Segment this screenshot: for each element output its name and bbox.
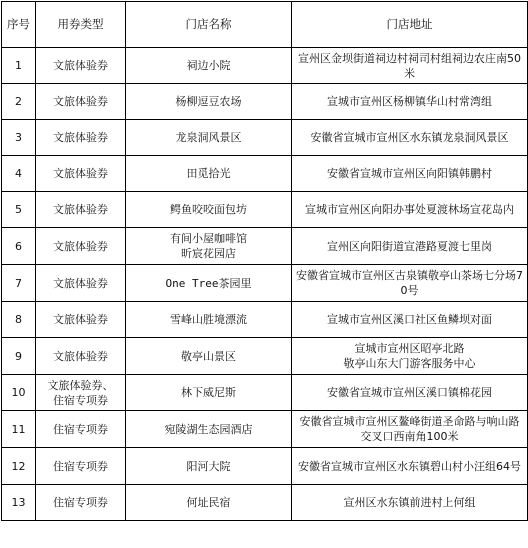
row-index: 13	[2, 485, 36, 521]
row-store-name: One Tree茶园里	[126, 265, 292, 302]
table-row	[2, 84, 528, 120]
row-type: 文旅体验券	[36, 192, 126, 228]
table-row	[2, 338, 528, 375]
header-row	[2, 2, 528, 48]
row-index: 3	[2, 120, 36, 156]
header-name: 门店名称	[126, 2, 292, 48]
row-store-name: 雪峰山胜境漂流	[126, 302, 292, 338]
row-store-name: 敬亭山景区	[126, 338, 292, 375]
row-type: 文旅体验券	[36, 302, 126, 338]
table-body	[2, 48, 528, 521]
row-address: 宣州区金坝街道祠边村祠司村组祠边农庄南50米	[292, 48, 528, 84]
row-address: 安徽省宣城市宣州区古泉镇敬亭山茶场七分场70号	[292, 265, 528, 302]
row-type: 住宿专项券	[36, 448, 126, 485]
row-store-name: 阳河大院	[126, 448, 292, 485]
row-index: 12	[2, 448, 36, 485]
table-row	[2, 48, 528, 84]
row-store-name: 林下威尼斯	[126, 375, 292, 411]
row-store-name: 何址民宿	[126, 485, 292, 521]
row-address: 宣州区水东镇前进村上何组	[292, 485, 528, 521]
row-store-name: 鳄鱼咬咬面包坊	[126, 192, 292, 228]
row-index: 1	[2, 48, 36, 84]
row-address: 安徽省宣城市宣州区溪口镇棉花园	[292, 375, 528, 411]
table-row	[2, 411, 528, 448]
row-address: 安徽省宣城市宣州区水东镇龙泉洞风景区	[292, 120, 528, 156]
table-row	[2, 120, 528, 156]
row-index: 5	[2, 192, 36, 228]
row-type: 文旅体验券	[36, 48, 126, 84]
row-type: 文旅体验券	[36, 265, 126, 302]
table-row	[2, 192, 528, 228]
row-address: 安徽省宣城市宣州区水东镇碧山村小汪组64号	[292, 448, 528, 485]
header-type: 用券类型	[36, 2, 126, 48]
table-row	[2, 375, 528, 411]
row-type: 文旅体验券	[36, 156, 126, 192]
row-address: 安徽省宣城市宣州区向阳镇韩鹏村	[292, 156, 528, 192]
row-store-name: 田觅拾光	[126, 156, 292, 192]
row-address: 宣城市宣州区昭亭北路 敬亭山东大门游客服务中心	[292, 338, 528, 375]
row-type: 文旅体验券	[36, 84, 126, 120]
row-index: 9	[2, 338, 36, 375]
row-index: 4	[2, 156, 36, 192]
row-store-name: 祠边小院	[126, 48, 292, 84]
table-row	[2, 156, 528, 192]
row-address: 宣城市宣州区溪口社区鱼鳞坝对面	[292, 302, 528, 338]
table-row	[2, 228, 528, 265]
row-index: 7	[2, 265, 36, 302]
row-address: 宣城市宣州区向阳办事处夏渡林场宣花岛内	[292, 192, 528, 228]
table-row	[2, 485, 528, 521]
table-row	[2, 302, 528, 338]
row-address: 安徽省宣城市宣州区鳌峰街道圣命路与响山路交叉口西南角100米	[292, 411, 528, 448]
table-row	[2, 448, 528, 485]
table-row	[2, 265, 528, 302]
row-index: 11	[2, 411, 36, 448]
row-index: 10	[2, 375, 36, 411]
row-type: 文旅体验券	[36, 120, 126, 156]
row-store-name: 有间小屋咖啡馆 昕宸花园店	[126, 228, 292, 265]
store-table	[1, 1, 528, 521]
row-type: 文旅体验券、 住宿专项券	[36, 375, 126, 411]
row-address: 宣城市宣州区杨柳镇华山村常湾组	[292, 84, 528, 120]
row-index: 2	[2, 84, 36, 120]
store-list-sheet	[0, 1, 528, 548]
row-store-name: 龙泉洞风景区	[126, 120, 292, 156]
row-type: 住宿专项券	[36, 411, 126, 448]
header-index: 序号	[2, 2, 36, 48]
row-index: 8	[2, 302, 36, 338]
row-index: 6	[2, 228, 36, 265]
header-address: 门店地址	[292, 2, 528, 48]
row-type: 住宿专项券	[36, 485, 126, 521]
row-store-name: 杨柳逗豆农场	[126, 84, 292, 120]
row-address: 宣州区向阳街道宣港路夏渡七里岗	[292, 228, 528, 265]
row-type: 文旅体验券	[36, 228, 126, 265]
row-type: 文旅体验券	[36, 338, 126, 375]
row-store-name: 宛陵湖生态园酒店	[126, 411, 292, 448]
